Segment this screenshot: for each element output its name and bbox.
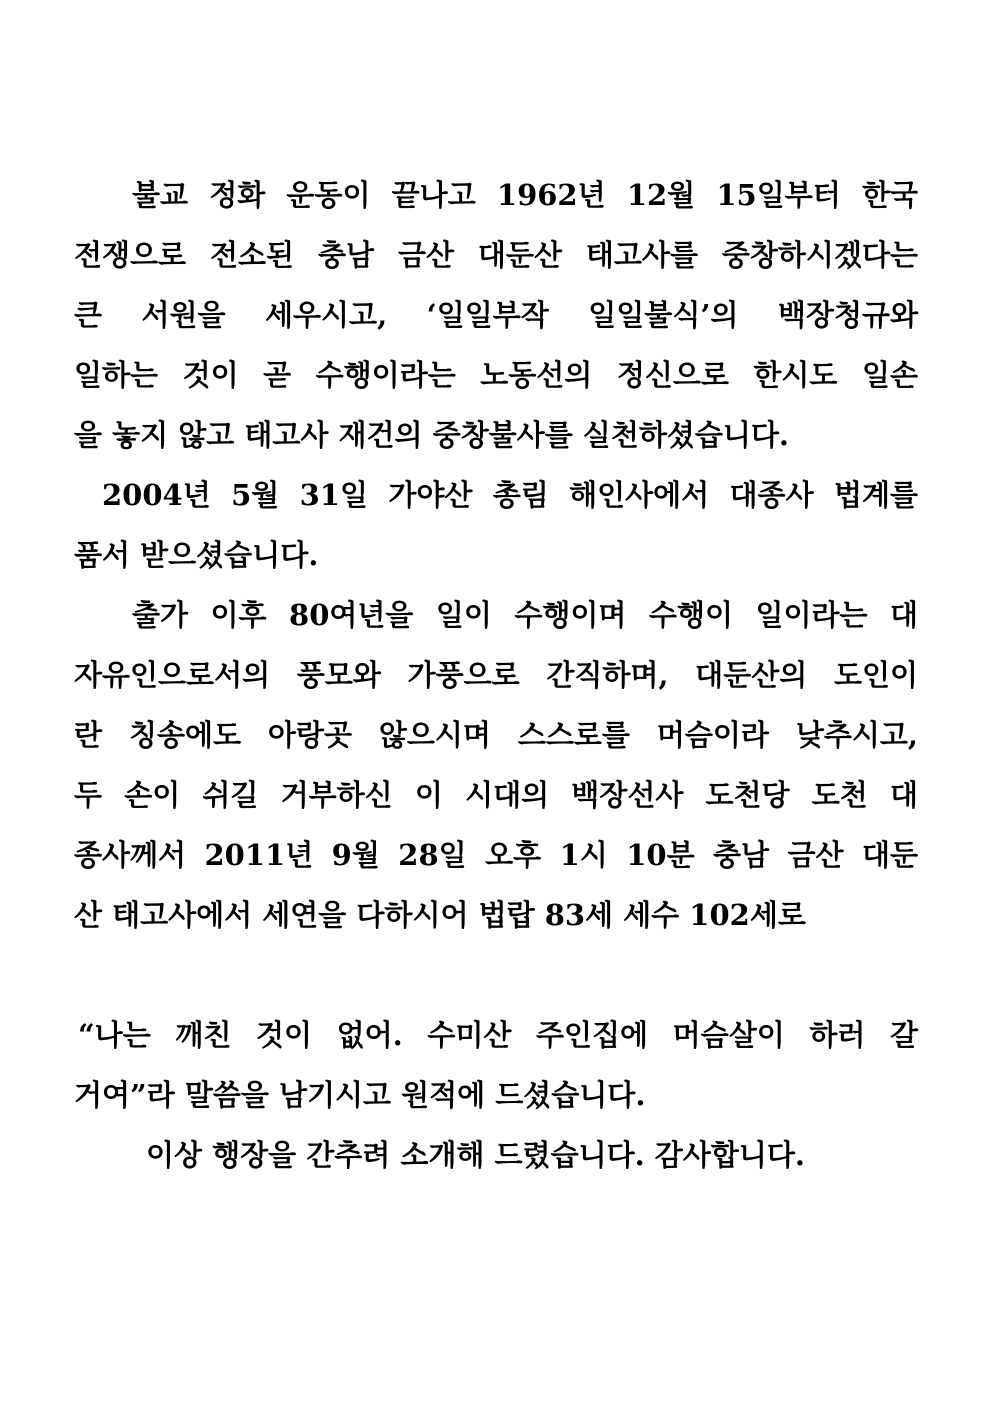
paragraph-1-line-3: 큰 서원을 세우시고, ‘일일부작 일일불식’의 백장청규와 <box>74 298 918 332</box>
paragraph-2-line-1: 2004년 5월 31일 가야산 총림 해인사에서 대종사 법계를 <box>102 478 918 512</box>
paragraph-4-line-2: 거여”라 말씀을 남기시고 원적에 드셨습니다. <box>74 1078 646 1112</box>
paragraph-1-line-5: 을 놓지 않고 태고사 재건의 중창불사를 실천하셨습니다. <box>74 418 789 452</box>
paragraph-3-line-1: 출가 이후 80여년을 일이 수행이며 수행이 일이라는 대 <box>132 598 918 632</box>
paragraph-5-line-1: 이상 행장을 간추려 소개해 드렸습니다. 감사합니다. <box>146 1138 805 1172</box>
paragraph-2-line-2: 품서 받으셨습니다. <box>74 538 319 572</box>
paragraph-1-line-2: 전쟁으로 전소된 충남 금산 대둔산 태고사를 중창하시겠다는 <box>74 238 918 272</box>
paragraph-3-line-6: 산 태고사에서 세연을 다하시어 법랍 83세 세수 102세로 <box>74 898 806 932</box>
paragraph-3-line-2: 자유인으로서의 풍모와 가풍으로 간직하며, 대둔산의 도인이 <box>74 658 918 692</box>
paragraph-3-line-5: 종사께서 2011년 9월 28일 오후 1시 10분 충남 금산 대둔 <box>74 838 918 872</box>
paragraph-1-line-4: 일하는 것이 곧 수행이라는 노동선의 정신으로 한시도 일손 <box>74 358 918 392</box>
paragraph-3-line-3: 란 칭송에도 아랑곳 않으시며 스스로를 머슴이라 낮추시고, <box>74 718 918 752</box>
paragraph-1-line-1: 불교 정화 운동이 끝나고 1962년 12월 15일부터 한국 <box>132 178 918 212</box>
paragraph-3-line-4: 두 손이 쉬길 거부하신 이 시대의 백장선사 도천당 도천 대 <box>74 778 918 812</box>
paragraph-4-line-1: “나는 깨친 것이 없어. 수미산 주인집에 머슴살이 하러 갈 <box>78 1018 918 1052</box>
